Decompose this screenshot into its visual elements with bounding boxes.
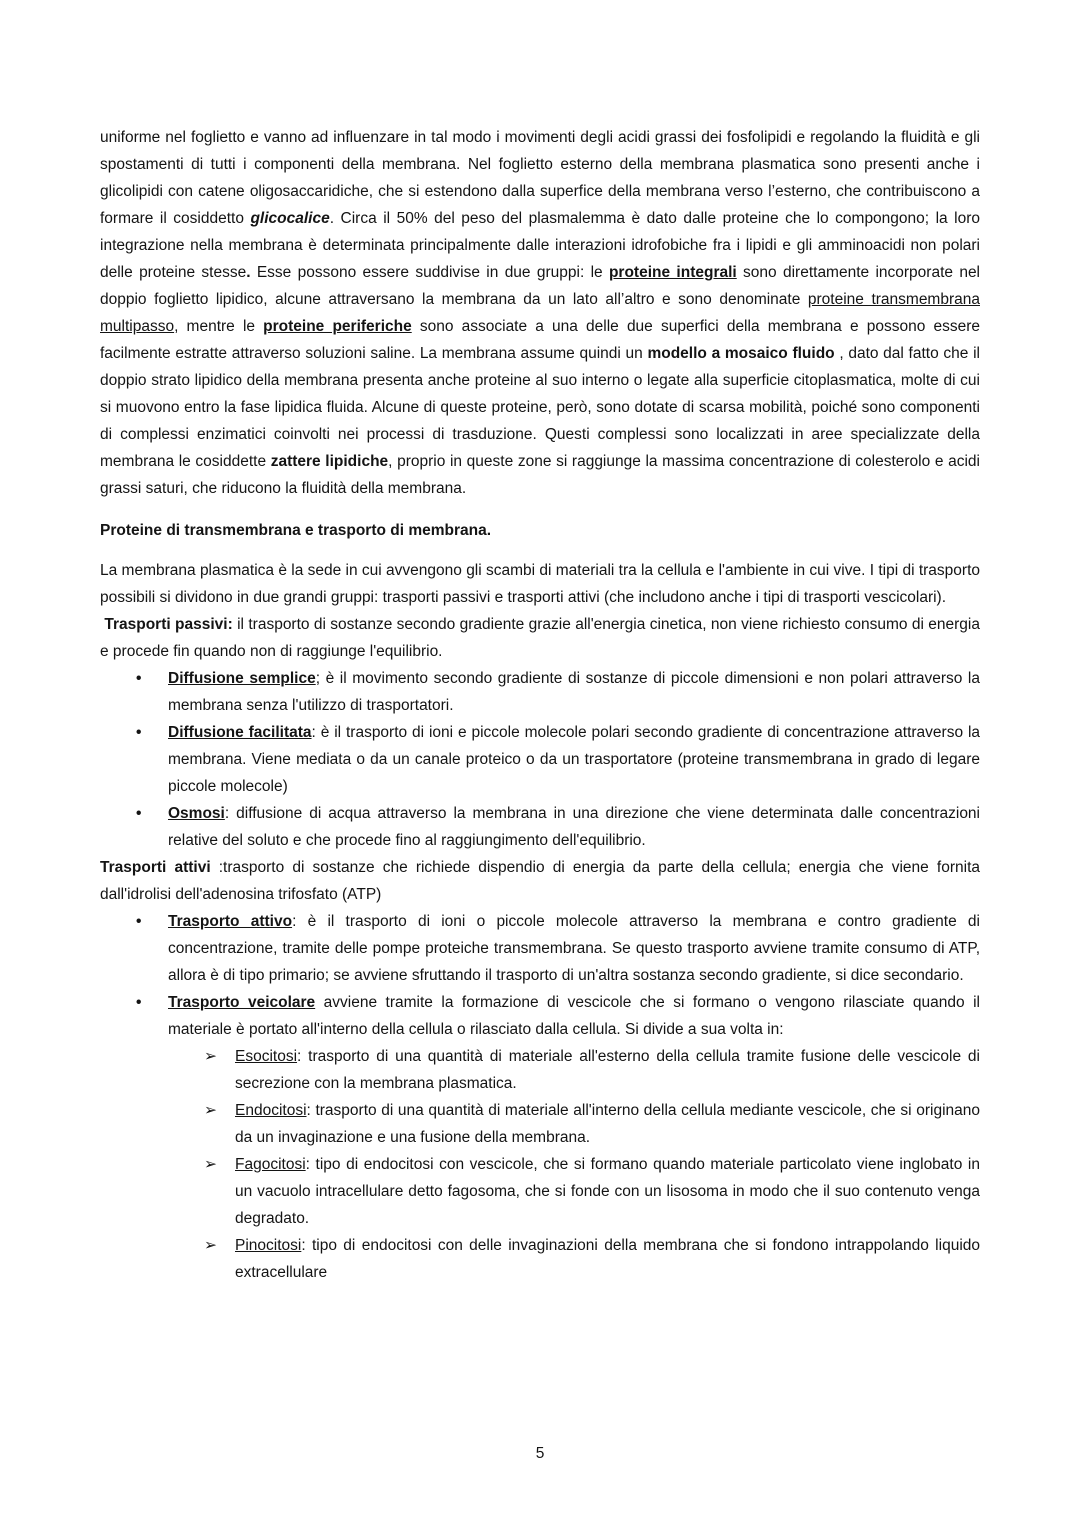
- text-run: Trasporto attivo: [168, 913, 293, 930]
- arrow-icon: ➢: [204, 1237, 217, 1254]
- text-run: modello a mosaico fluido: [647, 345, 835, 362]
- text-run: zattere lipidiche: [270, 453, 389, 470]
- paragraph: [100, 557, 980, 611]
- text-run: : diffusione di acqua attraverso la membrana in una direzione che viene determinata dalle concentrazioni relative del soluto e che procede fino al raggiungimento dell'equilibrio.: [168, 805, 980, 849]
- text-run: , mentre le: [174, 318, 264, 335]
- list-item: [136, 665, 980, 719]
- text-run: Trasporti passivi:: [100, 616, 233, 633]
- text-run: Esocitosi: [235, 1048, 298, 1065]
- bullet-icon: •: [136, 994, 142, 1011]
- text-run: glicocalice: [250, 210, 330, 227]
- list-level-1: [100, 665, 980, 854]
- paragraph: [100, 611, 980, 665]
- text-run: uniforme nel foglietto e vanno ad influenzare in tal modo i movimenti degli acidi grassi dei fosfolipidi e regolando la fluidità e gli spostamenti di tutti i componenti della membrana. Nel foglietto esterno della membrana plasmatica sono presenti anche i glicolipidi con catene oligosaccaridiche, che si estendono dalla superfice della membrana verso l’esterno, che contribuiscono a formare il cosiddetto: [100, 129, 980, 227]
- section-heading: [100, 517, 980, 544]
- text-run: : tipo di endocitosi con delle invaginazioni della membrana che si fondono intrappolando liquido extracellulare: [235, 1237, 980, 1281]
- text-run: :trasporto di sostanze che richiede dispendio di energia da parte della cellula; energia che viene fornita dall'idrolisi dell'adenosina trifosfato (ATP): [100, 859, 980, 903]
- paragraph: [100, 854, 980, 908]
- text-run: avviene tramite la formazione di vescicole che si formano o vengono rilasciate quando il materiale è portato all'interno della cellula o rilasciato dalla cellula. Si divide a sua volta in:: [168, 994, 980, 1038]
- list-item: [136, 800, 980, 854]
- page-footer: [0, 1443, 1080, 1465]
- bullet-icon: •: [136, 670, 142, 687]
- list-item: [204, 1232, 980, 1286]
- text-run: , proprio in queste zone si raggiunge la massima concentrazione di colesterolo e acidi grassi saturi, che riducono la fluidità della membrana.: [100, 453, 980, 497]
- text-run: proteine integrali: [608, 264, 737, 281]
- list-item: [204, 1097, 980, 1151]
- text-run: sono direttamente incorporate nel doppio foglietto lipidico, alcune attraversano la membrana da un lato all’altro e sono denominate: [100, 264, 981, 308]
- text-run: La membrana plasmatica è la sede in cui avvengono gli scambi di materiali tra la cellula e l'ambiente in cui vive. I tipi di trasporto possibili si dividono in due grandi gruppi: trasporti passivi e trasporti attivi (che includono anche i tipi di trasporti vescicolari).: [100, 562, 981, 606]
- text-run: Esse possono essere suddivise in due gruppi: le: [250, 264, 609, 281]
- text-run: Trasporti attivi: [100, 859, 211, 876]
- text-run: il trasporto di sostanze secondo gradiente grazie all'energia cinetica, non viene richiesto consumo di energia e procede fin quando non di raggiunge l'equilibrio.: [100, 616, 980, 660]
- arrow-icon: ➢: [204, 1048, 217, 1065]
- page-number: 5: [535, 1445, 545, 1462]
- text-run: Trasporto veicolare: [168, 994, 316, 1011]
- list-item: [204, 1043, 980, 1097]
- text-run: : è il trasporto di ioni o piccole molecole attraverso la membrana e contro gradiente di concentrazione, tramite delle pompe proteiche transmembrana. Se questo trasporto avviene tramite consumo di ATP, allora è di tipo primario; se avviene sfruttando il trasporto di un'altra sostanza secondo gradiente, si dice secondario.: [168, 913, 980, 984]
- text-run: Proteine di transmembrana e trasporto di membrana.: [100, 522, 492, 539]
- text-run: Fagocitosi: [235, 1156, 306, 1173]
- text-run: Diffusione semplice: [168, 670, 316, 687]
- list-level-1: [100, 908, 980, 1043]
- text-run: Osmosi: [168, 805, 225, 822]
- list-item: [136, 989, 980, 1043]
- list-level-2: [100, 1043, 980, 1286]
- bullet-icon: •: [136, 913, 142, 930]
- list-item: [204, 1151, 980, 1232]
- text-run: .: [246, 264, 251, 281]
- list-item: [136, 719, 980, 800]
- text-run: : è il trasporto di ioni e piccole molecole polari secondo gradiente di concentrazione attraverso la membrana. Viene mediata o da un canale proteico o da un trasportatore (proteine transmembrana in grado di legare piccole molecole): [168, 724, 981, 795]
- text-run: proteine transmembrana multipasso: [100, 291, 980, 335]
- text-run: . Circa il 50% del peso del plasmalemma è dato dalle proteine che lo compongono; la loro integrazione nella membrana è determinata principalmente dalle interazioni idrofobiche fra i lipidi e gli amminoacidi non polari delle proteine stesse: [100, 210, 980, 281]
- bullet-icon: •: [136, 805, 142, 822]
- list-item: [136, 908, 980, 989]
- text-run: proteine periferiche: [263, 318, 412, 335]
- text-run: : trasporto di una quantità di materiale all'interno della cellula mediante vescicole, che si originano da un invaginazione e una fusione della membrana.: [235, 1102, 980, 1146]
- text-run: Endocitosi: [235, 1102, 307, 1119]
- bullet-icon: •: [136, 724, 142, 741]
- text-run: Pinocitosi: [235, 1237, 302, 1254]
- text-run: , dato dal fatto che il doppio strato lipidico della membrana presenta anche proteine al suo interno o legate alla superficie citoplasmatica, molte di cui si muovono entro la fase lipidica fluida. Alcune di queste proteine, però, sono dotate di scarsa mobilità, poiché sono componenti di complessi enzimatici coinvolti nei processi di trasduzione. Questi complessi sono localizzati in aree specializzate della membrana le cosiddette: [100, 345, 980, 470]
- arrow-icon: ➢: [204, 1102, 217, 1119]
- text-run: : tipo di endocitosi con vescicole, che si formano quando materiale particolato viene inglobato in un vacuolo intracellulare detto fagosoma, che si fonde con un lisosoma in modo che il suo contenuto venga degradato.: [235, 1156, 980, 1227]
- text-run: sono associate a una delle due superfici della membrana e possono essere facilmente estratte attraverso soluzioni saline. La membrana assume quindi un: [100, 318, 980, 362]
- arrow-icon: ➢: [204, 1156, 217, 1173]
- text-run: : trasporto di una quantità di materiale all'esterno della cellula tramite fusione delle vescicole di secrezione con la membrana plasmatica.: [235, 1048, 980, 1092]
- text-run: ; è il movimento secondo gradiente di sostanze di piccole dimensioni e non polari attraverso la membrana senza l'utilizzo di trasportatori.: [168, 670, 980, 714]
- text-run: Diffusione facilitata: [168, 724, 312, 741]
- paragraph: [100, 124, 980, 502]
